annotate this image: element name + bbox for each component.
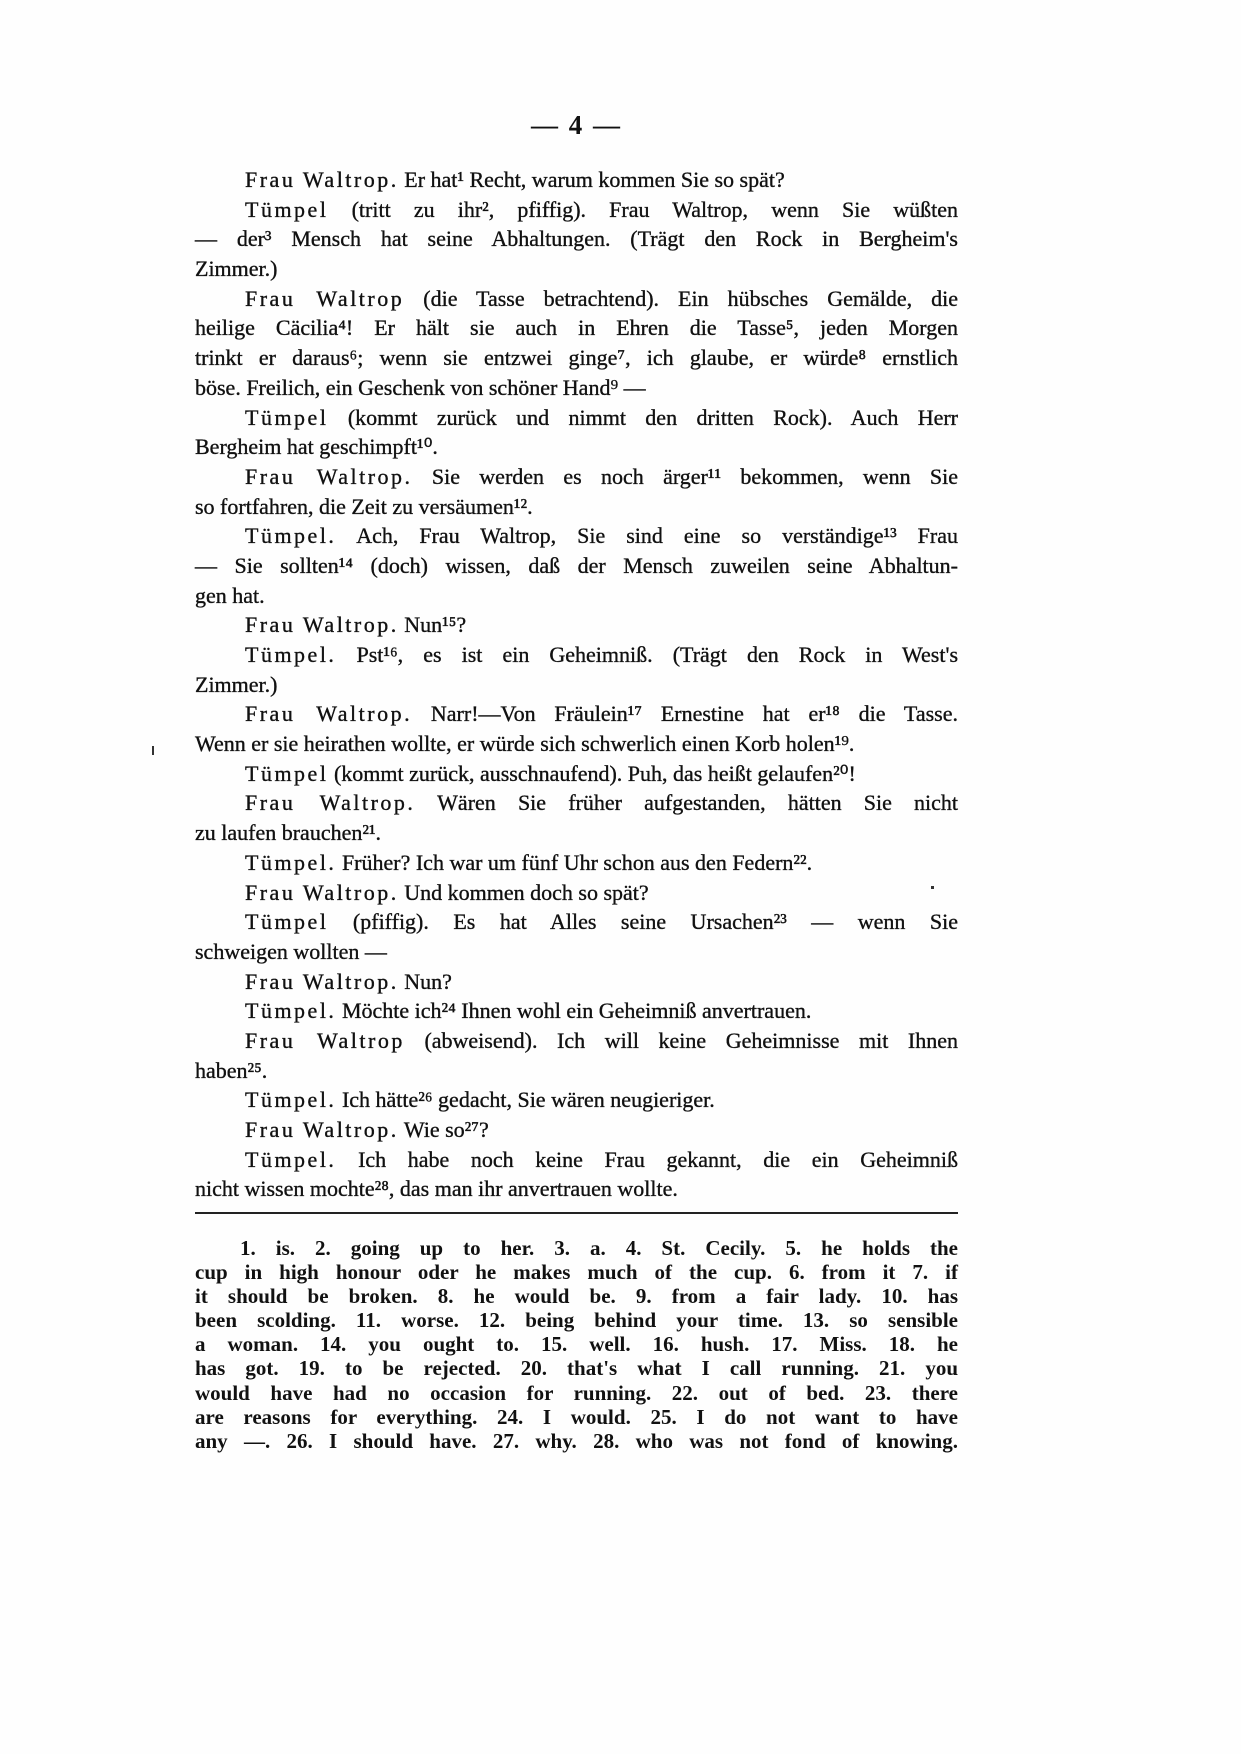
page-number: — 4 —: [531, 110, 622, 140]
speaker-name: Tümpel: [245, 760, 329, 786]
speaker-name: Tümpel: [245, 909, 329, 935]
dialogue-paragraph: [195, 610, 958, 640]
text-line: [195, 996, 958, 1026]
text-line: [195, 1115, 958, 1145]
dialogue-paragraph: [195, 788, 958, 847]
line-text: gen hat.: [195, 582, 265, 608]
footnote-line: would have had no occasion for running. 22. out of bed. 23. there: [195, 1380, 958, 1405]
text-line: [195, 492, 958, 522]
line-text: Narr!—Von Fräulein¹⁷ Ernestine hat er¹⁸ die Tasse.: [430, 701, 958, 727]
speaker-name: Tümpel.: [245, 523, 337, 549]
text-line: [195, 788, 958, 818]
text-line: [195, 937, 958, 967]
line-text: Zimmer.): [195, 256, 278, 282]
dialogue-paragraph: [195, 165, 958, 195]
footnote-line: it should be broken. 8. he would be. 9. from a fair lady. 10. has: [195, 1284, 958, 1309]
footnote-line: been scolding. 11. worse. 12. being behind your time. 13. so sensible: [195, 1308, 958, 1333]
line-text: Er hat¹ Recht, warum kommen Sie so spät?: [404, 167, 785, 192]
scan-speck: [152, 746, 154, 755]
speaker-name: Tümpel.: [245, 642, 337, 667]
text-line: [195, 521, 958, 551]
line-text: Zimmer.): [195, 671, 278, 697]
text-line: [195, 313, 958, 343]
line-text: Wären Sie früher aufgestanden, hätten Sie nicht: [437, 790, 958, 816]
footnote-line: any —. 26. I should have. 27. why. 28. who was not fond of knowing.: [195, 1428, 958, 1453]
speaker-name: Frau Waltrop.: [245, 879, 399, 905]
line-text: haben²⁵.: [195, 1057, 268, 1083]
speaker-name: Tümpel.: [245, 849, 337, 875]
dialogue-paragraph: [195, 1085, 958, 1115]
line-text: (abweisend). Ich will keine Geheimnisse mit Ihnen: [424, 1027, 958, 1053]
speaker-name: Frau Waltrop.: [245, 968, 399, 994]
line-text: Und kommen doch so spät?: [404, 879, 649, 905]
text-line: [195, 967, 958, 997]
line-text: böse. Freilich, ein Geschenk von schöner Hand⁹ —: [195, 374, 646, 400]
line-text: Ach, Frau Waltrop, Sie sind eine so verständige¹³ Frau: [356, 523, 958, 549]
line-text: (pfiffig). Es hat Alles seine Ursachen²³ — wenn Sie: [352, 909, 959, 935]
line-text: trinkt er daraus⁶; wenn sie entzwei ginge⁷, ich glaube, er würde⁸ ernstlich: [195, 345, 958, 371]
text-line: [195, 284, 958, 314]
line-text: so fortfahren, die Zeit zu versäumen¹².: [195, 493, 533, 519]
dialogue-paragraph: [195, 996, 958, 1026]
scan-speck: [931, 886, 934, 889]
text-line: [195, 729, 958, 759]
line-text: heilige Cäcilia⁴! Er hält sie auch in Ehren die Tasse⁵, jeden Morgen: [195, 315, 958, 341]
text-line: [195, 581, 958, 611]
line-text: — der³ Mensch hat seine Abhaltungen. (Trägt den Rock in Bergheim's: [195, 226, 958, 252]
text-line: [195, 610, 958, 640]
speaker-name: Frau Waltrop.: [245, 612, 399, 638]
line-text: (tritt zu ihr², pfiffig). Frau Waltrop, wenn Sie wüßten: [351, 196, 958, 222]
line-text: schweigen wollten —: [195, 938, 387, 964]
text-line: [195, 373, 958, 403]
line-text: Wenn er sie heirathen wollte, er würde sich schwerlich einen Korb holen¹⁹.: [195, 731, 855, 757]
dialogue-paragraph: [195, 907, 958, 966]
dialogue-paragraph: [195, 878, 958, 908]
speaker-name: Frau Waltrop.: [245, 1117, 399, 1142]
speaker-name: Frau Waltrop.: [245, 701, 413, 727]
dialogue-paragraph: [195, 462, 958, 521]
footnote-line: a woman. 14. you ought to. 15. well. 16. hush. 17. Miss. 18. he: [195, 1332, 958, 1357]
line-text: (kommt zurück und nimmt den dritten Rock). Auch Herr: [347, 404, 959, 430]
footnote-line: 1. is. 2. going up to her. 3. a. 4. St. Cecily. 5. he holds the: [240, 1236, 958, 1260]
text-line: [195, 699, 958, 729]
footnote-line: are reasons for everything. 24. I would. 25. I do not want to have: [195, 1404, 958, 1429]
line-text: Ich hätte²⁶ gedacht, Sie wären neugieriger.: [341, 1087, 715, 1113]
dialogue-paragraph: [195, 848, 958, 878]
dialogue-paragraph: [195, 699, 958, 758]
text-line: [195, 195, 958, 225]
speaker-name: Frau Waltrop: [245, 285, 405, 311]
text-line: [195, 403, 958, 433]
footnote-line: has got. 19. to be rejected. 20. that's what I call running. 21. you: [195, 1356, 958, 1381]
speaker-name: Tümpel.: [245, 998, 337, 1024]
dialogue-paragraph: [195, 284, 958, 403]
line-text: Pst¹⁶, es ist ein Geheimniß. (Trägt den Rock in West's: [356, 642, 959, 667]
text-line: [195, 878, 958, 908]
speaker-name: Frau Waltrop: [245, 1027, 405, 1053]
line-text: Bergheim hat geschimpft¹⁰.: [195, 434, 438, 460]
dialogue-paragraph: [195, 640, 958, 699]
line-text: Ich habe noch keine Frau gekannt, die ein Geheimniß: [358, 1146, 958, 1172]
speaker-name: Tümpel.: [245, 1087, 337, 1113]
text-line: [195, 462, 958, 492]
text-line: [195, 1026, 958, 1056]
text-line: [195, 759, 958, 789]
speaker-name: Frau Waltrop.: [245, 790, 416, 816]
speaker-name: Tümpel: [245, 196, 329, 222]
text-line: [195, 670, 958, 700]
dialogue-paragraph: [195, 403, 958, 462]
line-text: Möchte ich²⁴ Ihnen wohl ein Geheimniß anvertrauen.: [341, 998, 812, 1024]
text-line: [195, 254, 958, 284]
text-line: [195, 1174, 958, 1204]
line-text: — Sie sollten¹⁴ (doch) wissen, daß der Mensch zuweilen seine Abhaltun-: [195, 552, 958, 578]
text-line: [195, 432, 958, 462]
line-text: (die Tasse betrachtend). Ein hübsches Gemälde, die: [423, 285, 958, 311]
dialogue-paragraph: [195, 967, 958, 997]
text-line: [195, 848, 958, 878]
dialogue-paragraph: [195, 521, 958, 610]
dialogue-paragraph: [195, 759, 958, 789]
line-text: Wie so²⁷?: [403, 1117, 489, 1142]
footnote-separator-rule: [195, 1212, 958, 1214]
text-line: [195, 224, 958, 254]
speaker-name: Tümpel.: [245, 1146, 337, 1172]
dialogue-body: [195, 165, 958, 1204]
text-line: [195, 818, 958, 848]
dialogue-paragraph: [195, 1145, 958, 1204]
text-line: [195, 551, 958, 581]
line-text: Früher? Ich war um fünf Uhr schon aus den Federn²².: [341, 849, 813, 875]
line-text: zu laufen brauchen²¹.: [195, 820, 382, 846]
text-line: [195, 1085, 958, 1115]
speaker-name: Tümpel: [245, 404, 329, 430]
text-line: [195, 1056, 958, 1086]
line-text: (kommt zurück, ausschnaufend). Puh, das heißt gelaufen²⁰!: [333, 760, 856, 786]
text-line: [195, 640, 958, 670]
line-text: Nun?: [404, 968, 452, 994]
line-text: Sie werden es noch ärger¹¹ bekommen, wenn Sie: [431, 463, 958, 489]
text-line: [195, 165, 958, 195]
line-text: nicht wissen mochte²⁸, das man ihr anvertrauen wollte.: [195, 1176, 678, 1202]
dialogue-paragraph: [195, 1026, 958, 1085]
footnote-line: cup in high honour oder he makes much of the cup. 6. from it 7. if: [195, 1260, 958, 1285]
footnotes: [195, 1236, 958, 1453]
line-text: Nun¹⁵?: [404, 612, 467, 638]
dialogue-paragraph: [195, 195, 958, 284]
dialogue-paragraph: [195, 1115, 958, 1145]
text-line: [195, 1145, 958, 1175]
text-line: [195, 907, 958, 937]
speaker-name: Frau Waltrop.: [245, 463, 413, 489]
text-line: [195, 343, 958, 373]
speaker-name: Frau Waltrop.: [245, 167, 399, 192]
